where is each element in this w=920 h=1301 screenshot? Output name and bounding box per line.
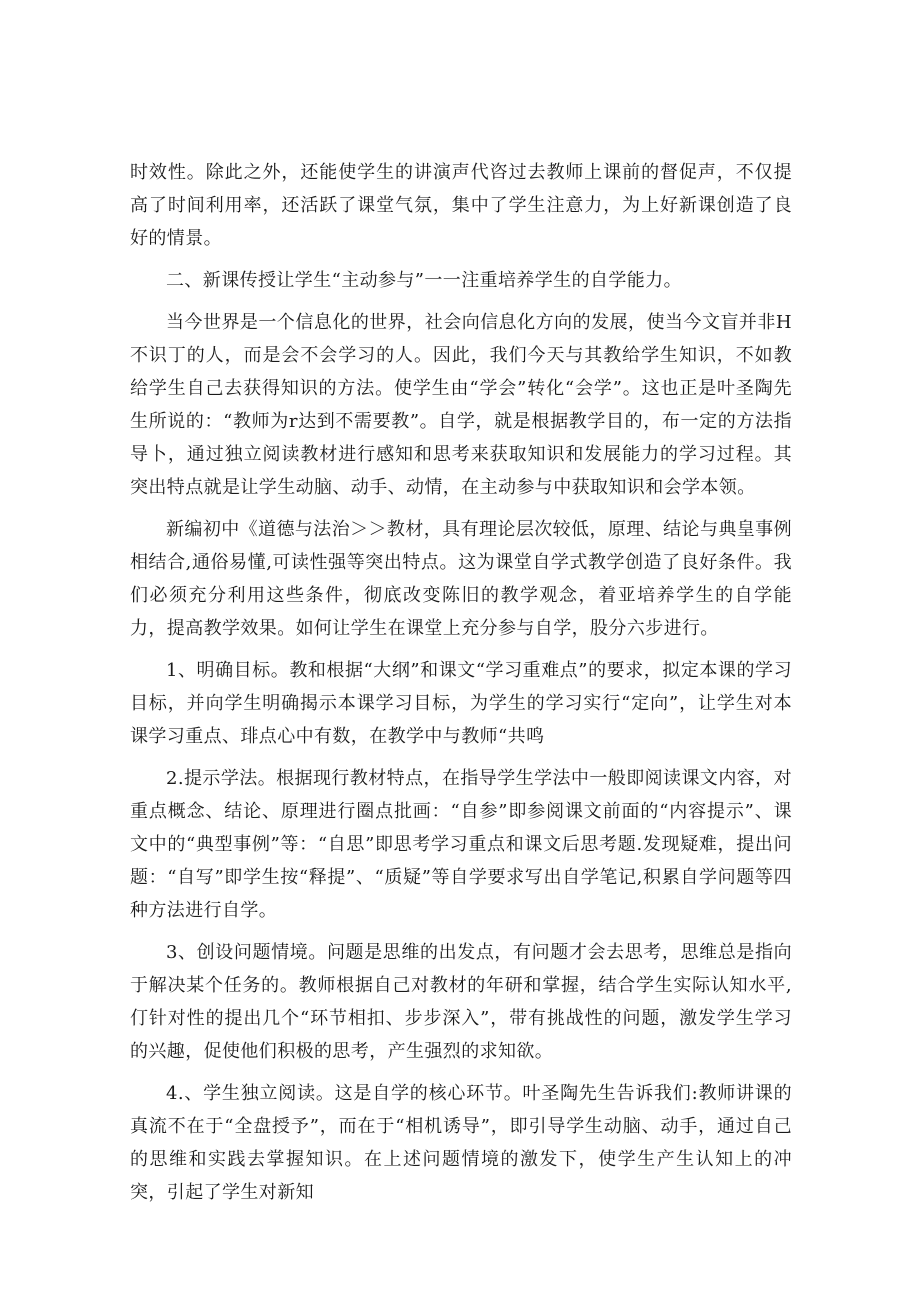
section-heading: 二、新课传授让学生“主动参与”一一注重培养学生的自学能力。 (166, 270, 683, 291)
paragraph-step-2: 2.提示学法。根据现行教材特点，在指导学生学法中一般即阅读课文内容，对重点概念、结论、原理进行圈点批画：“自参”即参阅课文前面的“内容提示”、课文中的“典型事例”等：“自思”即思考学习重点和课文后思考题.发现疑难，提出问题：“自写”即学生按“释提”、“质疑”等自学要求写出自学笔记,积累自学问题等四种方法进行自学。 (130, 768, 792, 921)
paragraph-step-3: 3、创设问题情境。问题是思维的出发点，有问题才会去思考，思维总是指向于解决某个任务的。教师根据自己对教材的年研和掌握，结合学生实际认知水平,仃针对性的提出几个“环节相扣、步步深入”，带有挑战性的问题，激发学生学习的兴趣，促使他们积极的思考，产生强烈的求知欲。 (130, 942, 792, 1062)
document-body (130, 156, 792, 1218)
paragraph-info-age: 当今世界是一个信息化的世界，社会向信息化方向的发展，使当今文盲并非H不识丁的人，而是会不会学习的人。因此，我们今天与其教给学生知识，不如教给学生自己去获得知识的方法。使学生由“学会”转化“会学”。这也正是叶圣陶先生所说的：“教师为r达到不需要教”。自学，就是根据教学目的，布一定的方法指导卜，通过独立阅读教材进行感知和思考来获取知识和发展能力的学习过程。其突出特点就是让学生动脑、动手、动情，在主动参与中获取知识和会学本领。 (130, 312, 792, 498)
paragraph-continuation: 时效性。除此之外，还能使学生的讲演声代咨过去教师上课前的督促声，不仅提高了时间利用率，还活跃了课堂气氛，集中了学生注意力，为上好新课创造了良好的情景。 (130, 162, 792, 249)
paragraph-step-1: 1、明确目标。教和根据“大纲”和课文“学习重难点”的要求，拟定本课的学习目标，并向学生明确揭示本课学习目标，为学生的学习实行“定向”，让学生对本课学习重点、琲点心中有数，在教学中与教师“共鸣 (130, 660, 792, 747)
paragraph-textbook: 新编初中《道德与法治＞＞教材，具有理论层次较低，原理、结论与典皇事例相结合,通俗易懂,可读性强等突出特点。这为课堂自学式教学创造了良好条件。我们必须充分利用这些条件，彻底改变陈旧的教学观念，着亚培养学生的自学能力，提高教学效果。如何让学生在课堂上充分参与自学，股分六步进行。 (130, 519, 792, 639)
paragraph-step-4: 4.、学生独立阅读。这是自学的核心环节。叶圣陶先生告诉我们:教师讲课的真流不在于“全盘授予”，而在于“相机诱导”，即引导学生动脑、动手，通过自己的思维和实践去掌握知识。在上述问题情境的激发下，使学生产生认知上的冲突，引起了学生对新知 (130, 1083, 792, 1203)
